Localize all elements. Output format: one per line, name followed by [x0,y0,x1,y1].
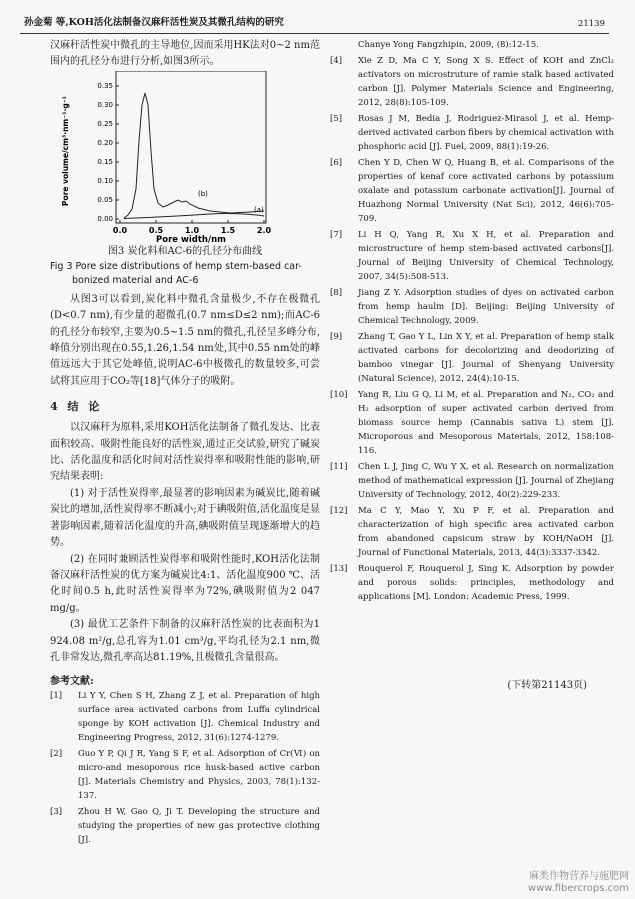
reference-number: [11] [330,462,348,472]
watermark-line2: www.fibercrops.com [527,883,629,894]
reference-item [330,286,614,328]
curve-b-label: (b) [198,189,208,198]
watermark [528,871,629,895]
reference-text: Ma C Y, Mao Y, Xu P F, et al. Preparation and characterization of high specific area activated carbon from abandoned capsicum straw by KOH/NaOH [J]. Journal of Functional Materials, 2013, 44(3):3337-3342. [358,506,614,558]
caption-en-line1: Fig 3 Pore size distributions of hemp stem-based car- [50,260,302,272]
reference-number: [2] [50,749,63,760]
page-number: 21139 [577,19,605,29]
y-tick-label: 0.00 [97,214,113,223]
reference-number: [4] [330,56,343,66]
figure-caption-cn: 图3 炭化料和AC-6的孔径分布曲线 [107,245,263,257]
y-tick-label: 0.20 [97,138,113,147]
running-title: 孙金菊 等,KOH活化法制备汉麻秆活性炭及其微孔结构的研究 [24,17,284,28]
y-tick-label: 0.30 [97,100,113,109]
reference-number: [6] [330,158,343,168]
references-heading: 参考文献: [50,676,94,688]
reference-number: [12] [330,506,348,516]
reference-number: [10] [330,390,348,400]
reference-text: Guo Y P, Qi J R, Yang S F, et al. Adsorption of Cr(Ⅵ) on micro-and mesoporous rice husk-based active carbon [J]. Materials Chemistry and Physics, 2003, 78(1):132-137. [78,749,320,802]
reference-number: [9] [330,332,343,342]
reference-text: Li H Q, Yang R, Xu X H, et al. Preparation and microstructure of hemp stem-based activated carbons[J]. Journal of Beijing University of Chemical Technology, 2007, 34(5):508-513. [358,230,614,282]
fig3-discussion: 从图3可以看到,炭化料中微孔含量极少,不存在极微孔(D<0.7 nm),有少量的超微孔(0.7 nm≤D≤2 nm);而AC-6的孔径分布较窄,主要为0.5~1.5 nm的微孔,孔径呈多峰分布,峰值分别出现在0.55,1.26,1.54 nm处,其中0.55 nm处的峰值远远大于其它处峰值,说明AC-6中极微孔的数量较多,可尝试将其应用于CO₂等[18]气体分子的吸附。 [50,293,320,387]
reference-item [50,747,320,803]
y-axis-label: Pore volume/cm³·nm⁻¹·g⁻¹ [61,95,70,206]
reference-text: Jiang Z Y. Adsorption studies of dyes on activated carbon from hemp haulm [D]. Beijing: Beijing University of Chemical Technology, 2009. [358,288,614,326]
reference-number: [13] [330,564,348,574]
left-column [50,38,320,849]
x-tick-label: 2.0 [256,225,272,235]
y-tick-label: 0.15 [97,157,113,166]
figure-3 [50,71,320,243]
curve-a [124,213,264,218]
reference-item [50,689,320,745]
y-tick-label: 0.35 [97,81,113,90]
curve-a-label: (a) [254,205,264,214]
x-tick-label: 1.0 [184,225,200,235]
reference-text: Yang R, Liu G Q, Li M, et al. Preparation and N₂, CO₂ and H₂ adsorption of super activated carbon derived from biomass source hemp (Cannabis sativa L) stem [J]. Microporous and Mesoporous Materials, 2012, 158:108-116. [358,390,614,456]
figure-caption-en [50,260,320,289]
reference-item [330,228,614,284]
y-tick-label: 0.10 [97,176,113,185]
reference-text: Rouquerol F, Rouquerol J, Sing K. Adsorption by powder and porous solids: principles, methodology and applications [M]. London: Academic Press, 1999. [358,564,614,602]
reference-number: [1] [50,691,63,702]
header-rule [20,33,609,34]
reference-number: [3] [50,807,63,818]
y-tick-labels [97,82,113,223]
continued-note: (下转第21143页) [507,680,587,691]
x-tick-label: 0.5 [148,225,164,235]
x-tick-label: 1.5 [220,225,236,235]
reference-number: [8] [330,288,343,298]
reference-text: Xie Z D, Ma C Y, Song X S. Effect of KOH and ZnCl₂ activators on microstruture of ramie stalk based activated carbon [J]. Polymer Materials Science and Engineering, 2012, 28(8):105-109. [358,56,614,108]
reference-item [330,156,614,226]
reference-item [50,805,320,847]
y-tick-label: 0.25 [97,119,113,128]
conclusion-intro: 以汉麻秆为原料,采用KOH活化法制备了微孔发达、比表面积较高、吸附性能良好的活性炭,通过正交试验,研究了碱炭比、活化温度和活化时间对活性炭得率和吸附性能的影响,研究结果表明: [50,422,320,483]
section-heading: 4 结 论 [50,400,103,414]
x-axis-label: Pore width/nm [156,234,226,243]
reference-text: Chen L J, Jing C, Wu Y X, et al. Research on normalization method of mathematical expression [J]. Journal of Zhejiang University of Technology, 2012, 40(2):229-233. [358,462,614,500]
right-column [330,38,614,606]
curve-b [124,93,264,218]
reference-text: Rosas J M, Bedia J, Rodriguez-Mirasol J, et al. Hemp-derived activated carbon fibers by chemical activation with phosphoric acid [J]. Fuel, 2009, 88(1):19-26. [358,114,614,152]
reference-item [330,460,614,502]
reference-number: [7] [330,230,343,240]
reference-item [330,388,614,458]
reference-text: Zhou H W, Gao Q, Ji T. Developing the structure and studying the properties of new gas protective clothing [J]. [78,807,320,846]
reference-text: Li Y Y, Chen S H, Zhang Z J, et al. Preparation of high surface area activated carbons from Luffa cylindrical sponge by KOH activation [J]. Chemical Industry and Engineering Progress, 2012, 31(6):1274-1279. [78,691,320,744]
caption-en-line2: bonized material and AC-6 [72,275,199,287]
reference-text: Chen Y D, Chen W Q, Huang B, et al. Comparisons of the properties of kenaf core activated carbons by potassium oxalate and potassium carbonate activation[J]. Journal of Huazhong Normal University (Nat Sci), 2012, 46(6):705-709. [358,158,614,224]
reference-item [330,112,614,154]
conclusion-item-2: (2) 在同时兼顾活性炭得率和吸附性能时,KOH活化法制备汉麻秆活性炭的优方案为碱炭比4:1、活化温度900 ℃、活化时间0.5 h,此时活性炭得率为72%,碘吸附值为2 047 mg/g。 [50,553,320,614]
conclusion-item-1: (1) 对于活性炭得率,最显著的影响因素为碱炭比,随着碱炭比的增加,活性炭得率不断减小;对于碘吸附值,活化温度是显著影响因素,随着活化温度的升高,碘吸附值呈现逐渐增大的趋势。 [50,487,320,549]
intro-paragraph: 汉麻秆活性炭中微孔的主导地位,因而采用HK法对0~2 nm范围内的孔径分布进行分析,如图3所示。 [50,40,320,68]
reference-item [330,330,614,386]
watermark-line1: 麻类作物营养与施肥网 [529,871,629,882]
reference-item [330,54,614,110]
reference-continuation: Chanye Yong Fangzhipin, 2009, (8):12-15. [358,40,539,50]
y-tick-label: 0.05 [97,195,113,204]
reference-number: [5] [330,114,343,124]
conclusion-item-3: (3) 最优工艺条件下制备的汉麻秆活性炭的比表面积为1 924.08 m²/g,总孔容为1.01 cm³/g,平均孔径为2.1 nm,微孔非常发达,微孔率高达81.19%,且极微孔含量很高。 [50,619,320,663]
reference-item [330,562,614,604]
pore-size-chart [50,71,320,243]
x-tick-label: 0.0 [112,225,128,235]
reference-item [330,504,614,560]
reference-text: Zhang T, Gao Y L, Lin X Y, et al. Preparation of hemp stalk activated carbons for decolorizing and deodorizing of bamboo vinegar [J]. Journal of Shenyang University (Natural Science), 2012, 24(4):10-15. [358,332,614,384]
x-tick-labels [113,226,272,235]
